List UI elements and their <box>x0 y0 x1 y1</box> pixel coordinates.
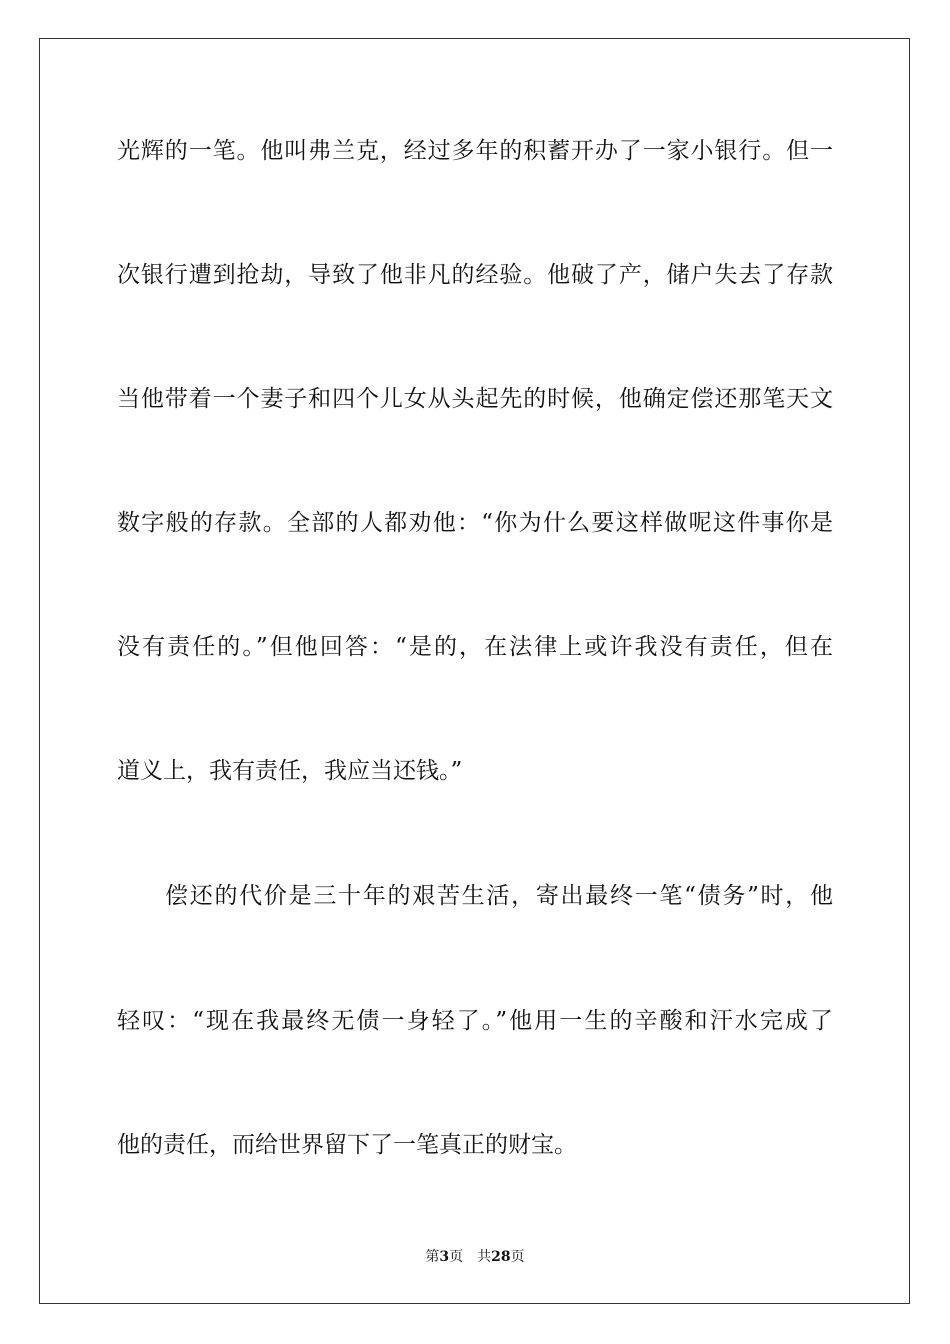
body-text-line: 光辉的一笔。他叫弗兰克，经过多年的积蓄开办了一家小银行。但一 <box>117 138 833 164</box>
body-text-line: 数字般的存款。全部的人都劝他：“你为什么要这样做呢这件事你是 <box>117 510 833 536</box>
body-text-line: 次银行遭到抢劫，导致了他非凡的经验。他破了产，储户失去了存款 <box>117 262 833 288</box>
total-suffix: 页 <box>510 1249 525 1265</box>
body-text-line: 道义上，我有责任，我应当还钱。” <box>117 758 463 784</box>
page-frame <box>39 38 910 1304</box>
page-number: 3 <box>439 1249 450 1265</box>
total-prefix: 共 <box>477 1249 492 1265</box>
body-text-line: 他的责任，而给世界留下了一笔真正的财宝。 <box>117 1132 577 1158</box>
page-footer <box>0 1248 950 1266</box>
page-prefix: 第 <box>425 1249 440 1265</box>
total-pages: 28 <box>491 1249 511 1265</box>
body-text-line: 没有责任的。”但他回答：“是的，在法律上或许我没有责任，但在 <box>117 634 833 660</box>
page-suffix: 页 <box>449 1249 464 1265</box>
body-text-line: 轻叹：“现在我最终无债一身轻了。”他用一生的辛酸和汗水完成了 <box>117 1008 833 1034</box>
body-text-line: 当他带着一个妻子和四个儿女从头起先的时候，他确定偿还那笔天文 <box>117 386 833 412</box>
body-text-line: 偿还的代价是三十年的艰苦生活，寄出最终一笔“债务”时，他 <box>165 883 833 909</box>
